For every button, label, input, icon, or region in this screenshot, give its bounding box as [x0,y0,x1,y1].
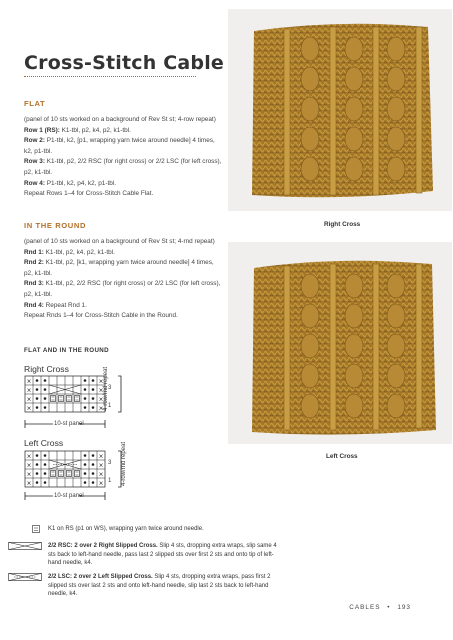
svg-text:⨯: ⨯ [26,396,32,403]
flat-row-2: Row 2: P1-tbl, k2, [p1, wrapping yarn twice around needle] 4 times, k2, p1-tbl. [24,137,215,155]
flat-row-1: Row 1 (RS): K1-tbl, p2, k4, p2, k1-tbl. [24,126,131,134]
svg-text:⨯: ⨯ [26,405,32,412]
right-chart-repeat-label: 4-row/rnd repeat [103,366,109,412]
photo-right-cross [228,9,452,211]
lsc-symbol-icon [8,573,42,585]
round-row-3: Rnd 3: K1-tbl, p2, 2/2 RSC (for right cross) or 2/2 LSC (for left cross), p2, k1-tbl. [24,280,221,298]
round-intro: (panel of 10 sts worked on a background of Rev St st; 4-rnd repeat) [24,238,215,245]
round-heading: IN THE ROUND [24,221,87,230]
photo-left-cross [228,242,452,444]
round-row-1: Rnd 1: K1-tbl, p2, k4, p2, k1-tbl. [24,248,115,256]
flat-row-4: Row 4: P1-tbl, k2, p4, k2, p1-tbl. [24,179,116,187]
wrap-knit-symbol-icon [32,525,40,537]
flat-intro: (panel of 10 sts worked on a background of Rev St st; 4-row repeat) [24,116,216,123]
photo-right-caption: Right Cross [324,221,361,228]
legend-item-rsc: 2/2 RSC: 2 over 2 Right Slipped Cross. Slip 4 sts, dropping extra wraps, slip same 4 sts back to left-hand needle, pass last 2 slipped sts over first 2 sts and onto tip of left-hand needle, k4. [8,542,448,570]
svg-text:⨯: ⨯ [98,387,104,394]
footer-section: CABLES [349,604,381,611]
right-chart-label: Right Cross [24,364,69,374]
svg-text:⨯: ⨯ [26,387,32,394]
left-chart-panel-label: 10-st panel [54,493,84,499]
left-chart-repeat-label: 4-row/rnd repeat [121,441,127,487]
svg-text:⨯: ⨯ [98,396,104,403]
title-dotted-rule [24,76,196,77]
svg-text:⨯: ⨯ [98,453,104,460]
svg-text:⨯: ⨯ [26,462,32,469]
flat-repeat: Repeat Rows 1–4 for Cross-Stitch Cable Flat. [24,190,154,198]
round-repeat: Repeat Rnds 1–4 for Cross-Stitch Cable in the Round. [24,312,178,320]
round-row-4: Rnd 4: Repeat Rnd 1. [24,301,87,309]
svg-text:⨯: ⨯ [98,378,104,385]
flat-heading: FLAT [24,99,46,108]
right-cross-chart [24,375,144,435]
svg-text:⨯: ⨯ [98,480,104,487]
svg-text:⨯: ⨯ [26,378,32,385]
charts-heading: FLAT AND IN THE ROUND [24,347,110,354]
svg-text:⨯: ⨯ [26,471,32,478]
svg-text:⨯: ⨯ [26,453,32,460]
rsc-symbol-icon [8,542,42,554]
flat-instructions [24,115,224,200]
left-chart-label: Left Cross [24,438,64,448]
left-chart-row-1: 1 [108,478,112,484]
svg-text:⨯: ⨯ [98,405,104,412]
round-row-2: Rnd 2: K1-tbl, p2, [k1, wrapping yarn twice around needle] 4 times, p2, k1-tbl. [24,259,214,277]
page-footer [349,604,411,611]
flat-row-3: Row 3: K1-tbl, p2, 2/2 RSC (for right cross) or 2/2 LSC (for left cross), p2, k1-tbl. [24,158,222,176]
page-title: Cross-Stitch Cable [24,52,225,74]
legend-item-lsc: 2/2 LSC: 2 over 2 Left Slipped Cross. Slip 4 sts, dropping extra wraps, pass first 2 slipped sts over last 2 sts and onto left-hand needle, slip last 2 sts back to left-hand needle, k4. [8,573,448,601]
right-chart-panel-label: 10-st panel [54,421,84,427]
svg-text:⨯: ⨯ [98,471,104,478]
footer-bullet: • [387,604,391,611]
photo-left-caption: Left Cross [326,453,358,460]
right-chart-row-3: 3 [108,385,112,391]
legend-item-wrap: K1 on RS (p1 on WS), wrapping yarn twice around needle. [8,525,448,537]
right-chart-row-1: 1 [108,403,112,409]
page-number: 193 [397,604,411,611]
svg-text:⨯: ⨯ [98,462,104,469]
round-instructions [24,237,224,322]
svg-text:⨯: ⨯ [26,480,32,487]
left-chart-row-3: 3 [108,460,112,466]
